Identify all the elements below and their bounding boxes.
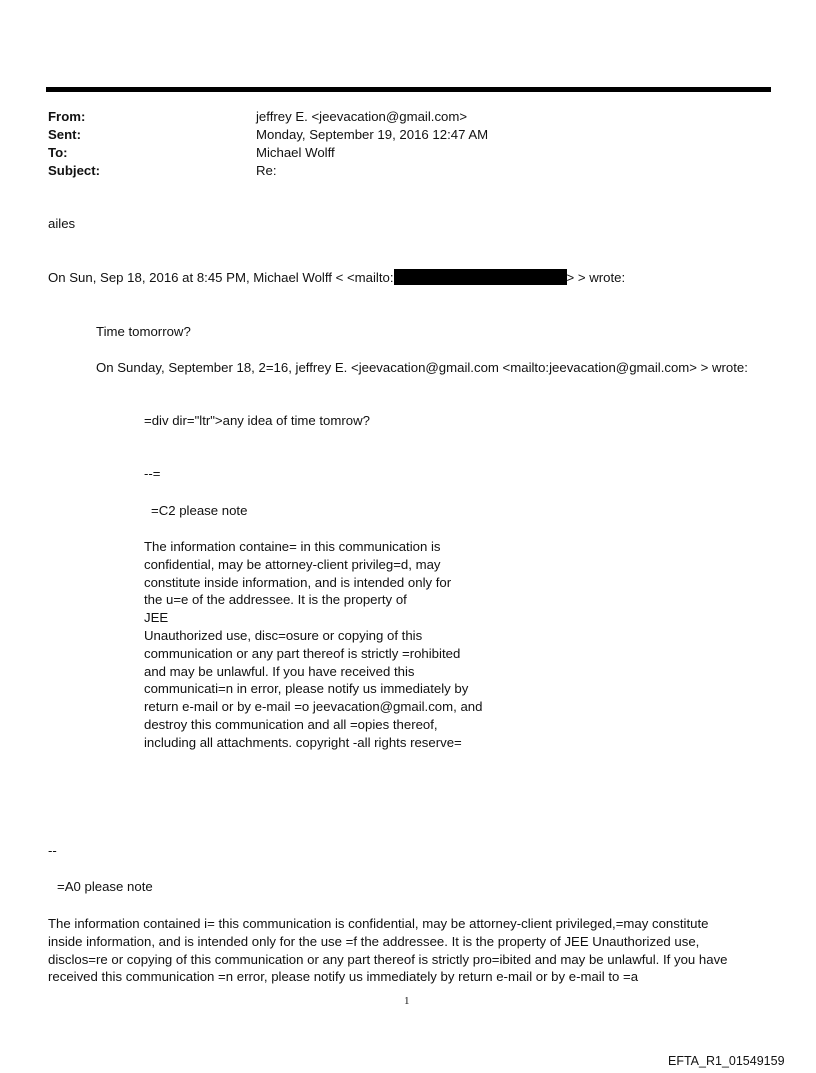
quote2-header: On Sunday, September 18, 2=16, jeffrey E. <jeevacation@gmail.com <mailto:jeevacation@gmail.com> > wrote: xyxy=(96,360,748,375)
quote1-message: Time tomorrow? xyxy=(96,324,191,339)
disclaimer-2-line: received this communication =n error, please notify us immediately by return e-mail or by e-mail to =a xyxy=(48,969,639,985)
disclaimer-1-line: Unauthorized use, disc=osure or copying of this xyxy=(144,627,423,643)
subject-label: Subject: xyxy=(48,163,101,178)
disclaimer-1-line: confidential, may be attorney-client privileg=d, may xyxy=(144,556,441,572)
disclaimer-1-line: the u=e of the addressee. It is the property of xyxy=(144,592,407,608)
disclaimer-1-line: constitute inside information, and is intended only for xyxy=(144,574,452,590)
from-value: jeffrey E. <jeevacation@gmail.com> xyxy=(256,109,468,124)
sent-value: Monday, September 19, 2016 12:47 AM xyxy=(256,127,489,142)
disclaimer-1-line: JEE xyxy=(144,610,169,626)
page-number: 1 xyxy=(404,995,410,1007)
sent-label: Sent: xyxy=(48,127,81,142)
to-label: To: xyxy=(48,145,68,160)
quote1-suffix: > > wrote: xyxy=(566,270,626,285)
disclaimer-1-line: return e-mail or by e-mail =o jeevacation@gmail.com, and xyxy=(144,699,483,715)
subject-value: Re: xyxy=(256,163,277,178)
disclaimer-2-line: The information contained i= this communication is confidential, may be attorney-client privileged,=may constitute xyxy=(48,916,709,931)
disclaimer-1 xyxy=(144,538,482,752)
document-id: EFTA_R1_01549159 xyxy=(668,1054,785,1068)
redaction-block xyxy=(394,269,567,285)
reply-text: ailes xyxy=(48,216,76,231)
please-note-2: =A0 please note xyxy=(57,879,153,894)
disclaimer-2-line: inside information, and is intended only for the use =f the addressee. It is the property of JEE Unauthorized use, xyxy=(48,933,700,949)
quote1-header xyxy=(48,269,625,287)
signature-separator: --= xyxy=(144,466,161,481)
disclaimer-1-line: including all attachments. copyright -all rights reserve= xyxy=(144,734,462,750)
quote1-prefix: On Sun, Sep 18, 2016 at 8:45 PM, Michael Wolff < <mailto: xyxy=(48,270,394,285)
disclaimer-1-line: The information containe= in this communication is xyxy=(144,539,441,554)
disclaimer-1-line: and may be unlawful. If you have received this xyxy=(144,663,415,679)
please-note-1: =C2 please note xyxy=(151,503,248,518)
to-value: Michael Wolff xyxy=(256,145,335,160)
from-label: From: xyxy=(48,109,86,124)
disclaimer-2 xyxy=(48,915,728,986)
signature-separator-2: -- xyxy=(48,843,57,858)
disclaimer-1-line: communicati=n in error, please notify us immediately by xyxy=(144,681,469,697)
disclaimer-2-line: disclos=re or copying of this communication or any part thereof is strictly pro=ibited and may be unlawful. If you have xyxy=(48,951,728,967)
disclaimer-1-line: destroy this communication and all =opies thereof, xyxy=(144,716,438,732)
header-rule xyxy=(46,87,771,92)
quote2-message: =div dir="ltr">any idea of time tomrow? xyxy=(144,413,370,428)
disclaimer-1-line: communication or any part thereof is strictly =rohibited xyxy=(144,645,461,661)
